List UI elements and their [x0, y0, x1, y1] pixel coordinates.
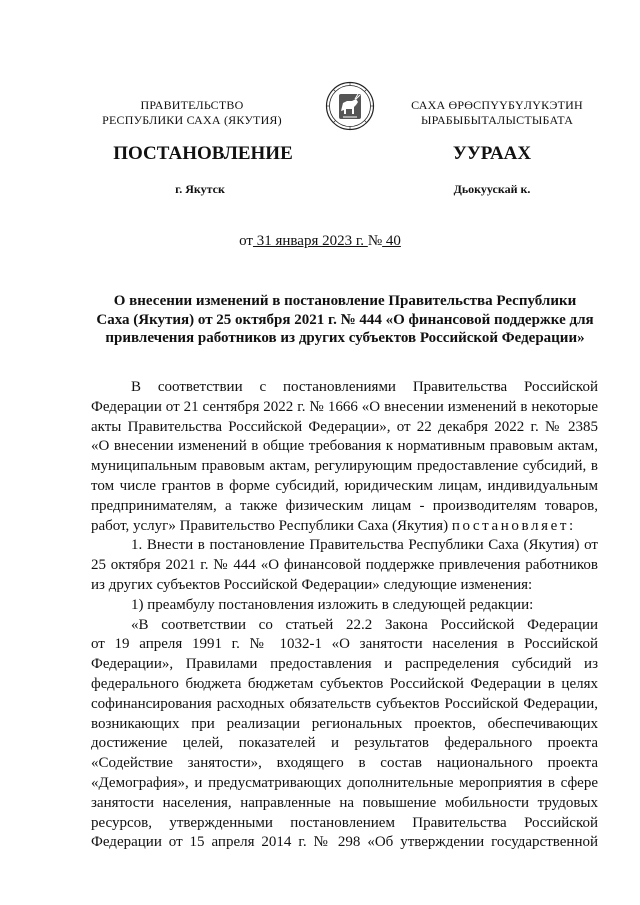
number-sign: №: [367, 233, 383, 249]
resolves-word: постановляет:: [451, 517, 576, 534]
body-line: занятости населения, направленные на повышение мобильности трудовых: [91, 794, 598, 811]
city-russian: г. Якутск: [175, 182, 225, 196]
title-line: Саха (Якутия) от 25 октября 2021 г. № 444 «О финансовой поддержке для: [96, 311, 594, 328]
document-number: 40: [382, 233, 401, 249]
document-type-russian: ПОСТАНОВЛЕНИЕ: [113, 143, 293, 164]
body-line: ресурсов, утвержденными постановлением Правительства Российской: [91, 814, 598, 831]
org-line: ПРАВИТЕЛЬСТВО: [140, 98, 244, 112]
title-line: О внесении изменений в постановление Правительства Республики: [113, 293, 577, 309]
body-line: достижение целей, показателей и результатов федерального проекта: [91, 735, 598, 752]
body-line: «Содействие занятости», входящего в состав национального проекта: [91, 755, 598, 772]
document-type-yakut: УУРААХ: [452, 143, 532, 164]
date-and-number: [0, 233, 640, 250]
body-line: «В соответствии со статьей 22.2 Закона Российской Федерации: [131, 616, 598, 633]
government-name-yakut: [392, 98, 602, 128]
title-line: привлечения работников из других субъектов Российской Федерации»: [105, 330, 585, 347]
body-line: 1. Внести в постановление Правительства Республики Саха (Якутия) от: [131, 537, 598, 554]
org-line: ЫРАБЫБЫТАЛЫСТЫБАТА: [420, 113, 574, 127]
document-title: [90, 292, 600, 348]
org-line: САХА ӨРӨСПҮҮБҮЛҮКЭТИН: [411, 98, 583, 112]
body-line: «О внесении изменений в общие требования к нормативным правовым актам,: [91, 438, 598, 455]
city-yakut: Дьокуускай к.: [453, 182, 531, 196]
sakha-coat-of-arms-icon: [325, 81, 375, 131]
date-value: 31 января 2023 г.: [252, 233, 368, 249]
body-line: [91, 517, 598, 537]
body-line: муниципальным правовым актам, регулирующим предоставление субсидий, в: [91, 458, 598, 475]
body-line: акты Правительства Российской Федерации», от 22 декабря 2022 г. № 2385: [91, 418, 598, 435]
org-line: РЕСПУБЛИКИ САХА (ЯКУТИЯ): [102, 113, 282, 127]
body-line: возникающих при реализации региональных проектов, обеспечивающих: [91, 715, 598, 732]
body-line: Федерации», Правилами предоставления и распределения субсидий из: [91, 656, 598, 673]
body-line: софинансирования расходных обязательств субъектов Российской Федерации,: [91, 695, 598, 712]
body-line: федерального бюджета бюджетам субъектов Российской Федерации в целях: [91, 675, 598, 692]
body-line: предпринимателям, а также физическим лицам - производителям товаров,: [91, 497, 598, 514]
body-line: 25 октября 2021 г. № 444 «О финансовой поддержке привлечения работников: [91, 557, 598, 574]
body-line: Федерации от 15 апреля 2014 г. № 298 «Об утверждении государственной: [91, 834, 598, 851]
document-body: [91, 378, 598, 853]
body-line: 1) преамбулу постановления изложить в следующей редакции:: [131, 596, 534, 613]
body-line: из других субъектов Российской Федерации» следующие изменения:: [91, 576, 533, 593]
body-line: В соответствии с постановлениями Правительства Российской: [131, 379, 598, 395]
body-line-text: работ, услуг» Правительство Республики Саха (Якутия): [91, 517, 452, 534]
body-line: «Демография», и предусматривающих дополнительные мероприятия в сфере: [91, 774, 598, 791]
government-name-russian: [72, 98, 312, 128]
body-line: от 19 апреля 1991 г. № 1032-1 «О занятости населения в Российской: [91, 636, 598, 653]
date-prefix: от: [239, 233, 253, 249]
body-line: Федерации от 21 сентября 2022 г. № 1666 «О внесении изменений в некоторые: [91, 398, 598, 415]
body-line: том числе грантов в форме субсидий, юридическим лицам, индивидуальным: [91, 477, 598, 494]
